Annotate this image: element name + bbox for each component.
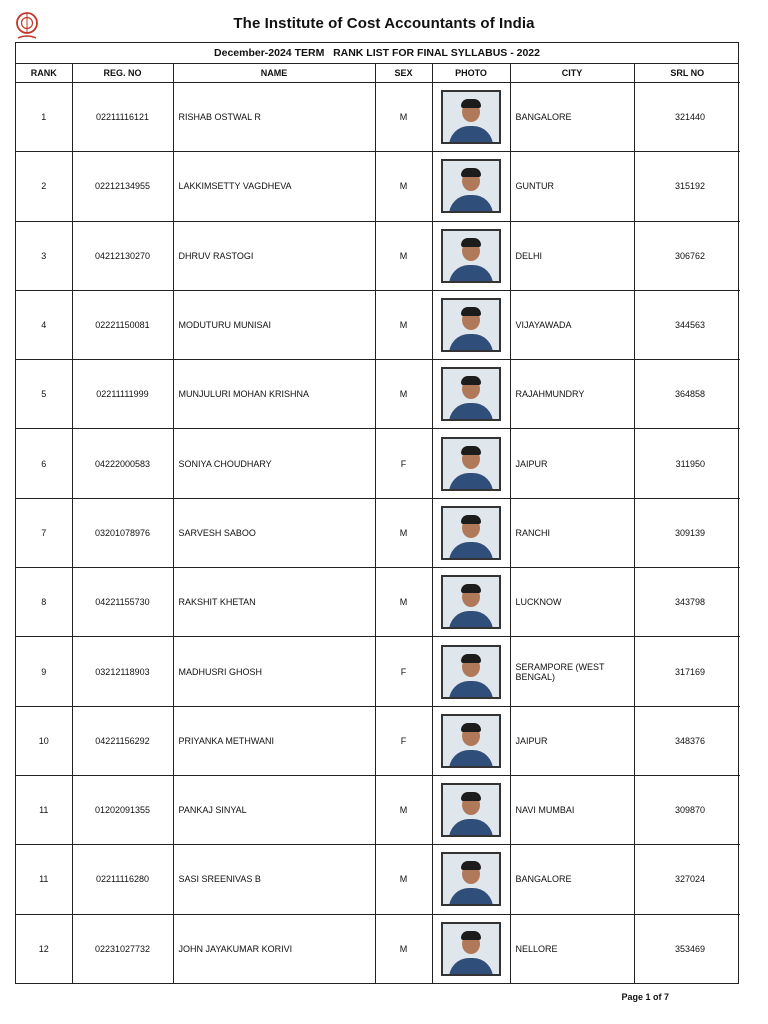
sex-cell: M (375, 914, 432, 983)
srl-no-cell: 321440 (634, 83, 740, 152)
rank-cell: 12 (16, 914, 72, 983)
reg-no-cell: 02211116121 (72, 83, 173, 152)
rank-cell: 4 (16, 290, 72, 359)
name-cell: SASI SREENIVAS B (173, 845, 375, 914)
name-cell: PRIYANKA METHWANI (173, 706, 375, 775)
city-cell: NELLORE (510, 914, 634, 983)
table-row (16, 83, 740, 152)
name-cell: PANKAJ SINYAL (173, 775, 375, 844)
name-cell: SONIYA CHOUDHARY (173, 429, 375, 498)
city-cell: RAJAHMUNDRY (510, 360, 634, 429)
name-cell: RAKSHIT KHETAN (173, 568, 375, 637)
name-cell: MUNJULURI MOHAN KRISHNA (173, 360, 375, 429)
table-row (16, 152, 740, 221)
photo-cell (432, 568, 510, 637)
table-row (16, 360, 740, 429)
person-photo-icon (441, 298, 501, 352)
page-title: The Institute of Cost Accountants of India (233, 15, 535, 32)
city-cell: JAIPUR (510, 706, 634, 775)
sex-cell: M (375, 83, 432, 152)
photo-cell (432, 498, 510, 567)
city-cell: SERAMPORE (WEST BENGAL) (510, 637, 634, 706)
name-cell: JOHN JAYAKUMAR KORIVI (173, 914, 375, 983)
rank-list-sheet (15, 42, 739, 984)
person-photo-icon (441, 437, 501, 491)
table-row (16, 429, 740, 498)
photo-cell (432, 83, 510, 152)
person-photo-icon (441, 575, 501, 629)
rank-cell: 11 (16, 845, 72, 914)
table-row (16, 706, 740, 775)
col-header-rank: RANK (16, 64, 72, 83)
person-photo-icon (441, 714, 501, 768)
col-header-name: NAME (173, 64, 375, 83)
sex-cell: M (375, 775, 432, 844)
srl-no-cell: 327024 (634, 845, 740, 914)
person-photo-icon (441, 922, 501, 976)
rank-cell: 6 (16, 429, 72, 498)
reg-no-cell: 02211116280 (72, 845, 173, 914)
reg-no-cell: 04221156292 (72, 706, 173, 775)
person-photo-icon (441, 506, 501, 560)
name-cell: MODUTURU MUNISAI (173, 290, 375, 359)
col-header-photo: PHOTO (432, 64, 510, 83)
reg-no-cell: 02221150081 (72, 290, 173, 359)
table-row (16, 775, 740, 844)
reg-no-cell: 03212118903 (72, 637, 173, 706)
city-cell: RANCHI (510, 498, 634, 567)
photo-cell (432, 914, 510, 983)
rank-cell: 3 (16, 221, 72, 290)
srl-no-cell: 348376 (634, 706, 740, 775)
col-header-regno: REG. NO (72, 64, 173, 83)
table-row (16, 221, 740, 290)
city-cell: BANGALORE (510, 83, 634, 152)
photo-cell (432, 429, 510, 498)
table-row (16, 637, 740, 706)
photo-cell (432, 775, 510, 844)
city-cell: VIJAYAWADA (510, 290, 634, 359)
reg-no-cell: 04212130270 (72, 221, 173, 290)
srl-no-cell: 315192 (634, 152, 740, 221)
col-header-sex: SEX (375, 64, 432, 83)
header-row (16, 64, 740, 83)
photo-cell (432, 706, 510, 775)
photo-cell (432, 290, 510, 359)
reg-no-cell: 02211111999 (72, 360, 173, 429)
table-row (16, 568, 740, 637)
rank-cell: 11 (16, 775, 72, 844)
table-row (16, 845, 740, 914)
name-cell: SARVESH SABOO (173, 498, 375, 567)
sex-cell: M (375, 568, 432, 637)
sex-cell: F (375, 429, 432, 498)
srl-no-cell: 353469 (634, 914, 740, 983)
rank-cell: 2 (16, 152, 72, 221)
photo-cell (432, 360, 510, 429)
srl-no-cell: 344563 (634, 290, 740, 359)
srl-no-cell: 309139 (634, 498, 740, 567)
city-cell: BANGALORE (510, 845, 634, 914)
rank-cell: 10 (16, 706, 72, 775)
rank-cell: 5 (16, 360, 72, 429)
rank-cell: 8 (16, 568, 72, 637)
col-header-srlno: SRL NO (634, 64, 740, 83)
sex-cell: F (375, 706, 432, 775)
srl-no-cell: 364858 (634, 360, 740, 429)
table-row (16, 498, 740, 567)
sex-cell: M (375, 221, 432, 290)
person-photo-icon (441, 367, 501, 421)
reg-no-cell: 01202091355 (72, 775, 173, 844)
city-cell: DELHI (510, 221, 634, 290)
sex-cell: M (375, 290, 432, 359)
rank-cell: 9 (16, 637, 72, 706)
srl-no-cell: 317169 (634, 637, 740, 706)
table-row (16, 290, 740, 359)
page-number: Page 1 of 7 (621, 992, 669, 1002)
person-photo-icon (441, 159, 501, 213)
col-header-city: CITY (510, 64, 634, 83)
srl-no-cell: 343798 (634, 568, 740, 637)
name-cell: DHRUV RASTOGI (173, 221, 375, 290)
table-row (16, 914, 740, 983)
sex-cell: M (375, 845, 432, 914)
srl-no-cell: 306762 (634, 221, 740, 290)
photo-cell (432, 221, 510, 290)
sex-cell: M (375, 498, 432, 567)
reg-no-cell: 04221155730 (72, 568, 173, 637)
rank-cell: 7 (16, 498, 72, 567)
rank-cell: 1 (16, 83, 72, 152)
term-heading: December-2024 TERM RANK LIST FOR FINAL SYLLABUS - 2022 (16, 43, 738, 64)
srl-no-cell: 309870 (634, 775, 740, 844)
sex-cell: M (375, 152, 432, 221)
photo-cell (432, 152, 510, 221)
sex-cell: M (375, 360, 432, 429)
name-cell: RISHAB OSTWAL R (173, 83, 375, 152)
city-cell: LUCKNOW (510, 568, 634, 637)
reg-no-cell: 04222000583 (72, 429, 173, 498)
reg-no-cell: 02231027732 (72, 914, 173, 983)
sex-cell: F (375, 637, 432, 706)
name-cell: LAKKIMSETTY VAGDHEVA (173, 152, 375, 221)
name-cell: MADHUSRI GHOSH (173, 637, 375, 706)
srl-no-cell: 311950 (634, 429, 740, 498)
city-cell: JAIPUR (510, 429, 634, 498)
person-photo-icon (441, 90, 501, 144)
city-cell: NAVI MUMBAI (510, 775, 634, 844)
reg-no-cell: 03201078976 (72, 498, 173, 567)
photo-cell (432, 845, 510, 914)
city-cell: GUNTUR (510, 152, 634, 221)
reg-no-cell: 02212134955 (72, 152, 173, 221)
person-photo-icon (441, 645, 501, 699)
person-photo-icon (441, 229, 501, 283)
person-photo-icon (441, 852, 501, 906)
photo-cell (432, 637, 510, 706)
rank-table (16, 64, 740, 983)
person-photo-icon (441, 783, 501, 837)
